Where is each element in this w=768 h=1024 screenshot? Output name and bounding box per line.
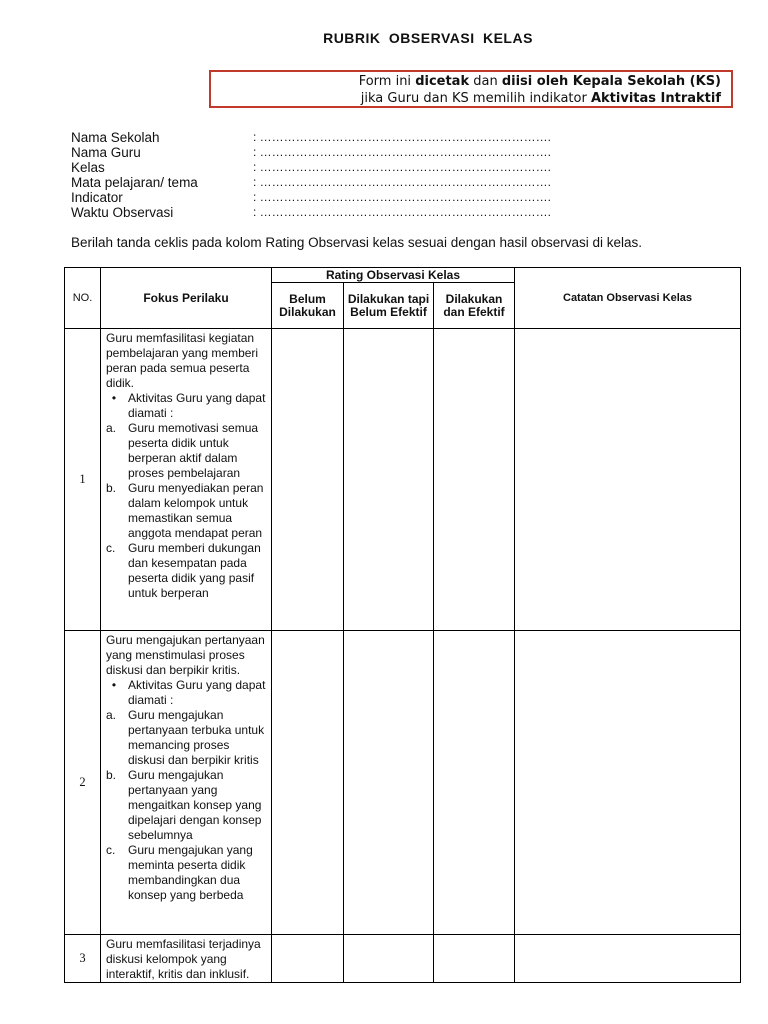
field-blank[interactable]: : ……………………………………………………………….: [253, 175, 552, 189]
list-item: [106, 768, 267, 843]
notice-text: jika Guru dan KS memilih indikator: [360, 91, 591, 106]
notice-line-1: [211, 73, 721, 90]
catatan-cell[interactable]: [515, 329, 741, 631]
list-item: [106, 843, 267, 903]
header-dilakukan-belum-efektif: Dilakukan tapi Belum Efektif: [344, 283, 434, 329]
identity-fields: [71, 130, 551, 220]
header-catatan: Catatan Observasi Kelas: [515, 268, 741, 329]
table-row: [65, 631, 741, 935]
list-item: [106, 421, 267, 481]
bullet-item: [106, 391, 267, 421]
rating-cell-dilakukan-efektif[interactable]: [434, 631, 515, 935]
field-blank[interactable]: : ……………………………………………………………….: [253, 145, 552, 159]
rating-cell-dilakukan-belum-efektif[interactable]: [344, 631, 434, 935]
observation-rubric-table: [64, 267, 741, 983]
item-text: Guru mengajukan pertanyaan yang mengaitkan konsep yang dipelajari dengan konsep sebelumnya: [128, 768, 262, 842]
item-text: Guru mengajukan pertanyaan terbuka untuk memancing proses diskusi dan berpikir kritis: [128, 708, 265, 767]
rating-cell-belum-dilakukan[interactable]: [272, 329, 344, 631]
item-marker: b.: [106, 768, 117, 782]
field-nama-sekolah: [71, 130, 551, 145]
item-text: Guru mengajukan yang meminta peserta didik membandingkan dua konsep yang berbeda: [128, 843, 253, 902]
list-item: [106, 481, 267, 541]
fokus-intro: Guru mengajukan pertanyaan yang menstimulasi proses diskusi dan berpikir kritis.: [106, 633, 265, 677]
bullet-text: Aktivitas Guru yang dapat diamati :: [128, 391, 266, 420]
field-label: Indicator: [71, 190, 123, 205]
item-text: Guru memberi dukungan dan kesempatan pada peserta didik yang pasif untuk berperan: [128, 541, 261, 600]
item-marker: c.: [106, 843, 116, 857]
field-blank[interactable]: : ……………………………………………………………….: [253, 160, 552, 174]
field-label: Kelas: [71, 160, 105, 175]
header-no: NO.: [65, 268, 101, 329]
list-item: [106, 708, 267, 768]
table-row: [65, 329, 741, 631]
item-marker: b.: [106, 481, 117, 495]
field-waktu-observasi: [71, 205, 551, 220]
instruction-text: Berilah tanda ceklis pada kolom Rating Observasi kelas sesuai dengan hasil observasi di kelas.: [71, 235, 643, 250]
rating-cell-dilakukan-efektif[interactable]: [434, 329, 515, 631]
rating-cell-dilakukan-efektif[interactable]: [434, 935, 515, 983]
field-label: Nama Sekolah: [71, 130, 160, 145]
fokus-intro: Guru memfasilitasi terjadinya diskusi kelompok yang interaktif, kritis dan inklusif.: [106, 937, 261, 981]
field-blank[interactable]: : ……………………………………………………………….: [253, 205, 552, 219]
row-number: 3: [65, 935, 101, 983]
header-belum-dilakukan: Belum Dilakukan: [272, 283, 344, 329]
item-text: Guru menyediakan peran dalam kelompok untuk memastikan semua anggota mendapat peran: [128, 481, 264, 540]
rating-cell-belum-dilakukan[interactable]: [272, 631, 344, 935]
field-blank[interactable]: : ……………………………………………………………….: [253, 130, 552, 144]
notice-emphasis: diisi oleh Kepala Sekolah (KS): [501, 74, 721, 89]
field-label: Mata pelajaran/ tema: [71, 175, 198, 190]
field-label: Waktu Observasi: [71, 205, 174, 220]
rating-cell-dilakukan-belum-efektif[interactable]: [344, 329, 434, 631]
notice-line-2: [211, 90, 721, 107]
bullet-text: Aktivitas Guru yang dapat diamati :: [128, 678, 266, 707]
field-label: Nama Guru: [71, 145, 141, 160]
item-marker: a.: [106, 708, 117, 722]
bullet-icon: •: [111, 391, 117, 405]
fokus-cell: [101, 935, 272, 983]
header-rating-group: Rating Observasi Kelas: [272, 268, 515, 283]
field-kelas: [71, 160, 551, 175]
catatan-cell[interactable]: [515, 631, 741, 935]
fokus-cell: [101, 631, 272, 935]
field-blank[interactable]: : ……………………………………………………………….: [253, 190, 552, 204]
header-fokus-perilaku: Fokus Perilaku: [101, 268, 272, 329]
form-notice-box: [209, 70, 733, 108]
field-indicator: [71, 190, 551, 205]
rating-cell-dilakukan-belum-efektif[interactable]: [344, 935, 434, 983]
fokus-cell: [101, 329, 272, 631]
field-nama-guru: [71, 145, 551, 160]
item-marker: c.: [106, 541, 116, 555]
field-mata-pelajaran: [71, 175, 551, 190]
notice-emphasis: Aktivitas Intraktif: [590, 91, 721, 106]
row-number: 2: [65, 631, 101, 935]
rating-cell-belum-dilakukan[interactable]: [272, 935, 344, 983]
fokus-intro: Guru memfasilitasi kegiatan pembelajaran yang memberi peran pada semua peserta didik.: [106, 331, 259, 390]
notice-emphasis: dicetak: [415, 74, 470, 89]
header-dilakukan-efektif: Dilakukan dan Efektif: [434, 283, 515, 329]
row-number: 1: [65, 329, 101, 631]
bullet-item: [106, 678, 267, 708]
item-marker: a.: [106, 421, 117, 435]
item-text: Guru memotivasi semua peserta didik untuk berperan aktif dalam proses pembelajaran: [128, 421, 259, 480]
table-row: [65, 935, 741, 983]
notice-text: dan: [469, 74, 502, 89]
page-title: RUBRIK OBSERVASI KELAS: [323, 30, 533, 46]
notice-text: Form ini: [358, 74, 416, 89]
list-item: [106, 541, 267, 601]
bullet-icon: •: [111, 678, 117, 692]
catatan-cell[interactable]: [515, 935, 741, 983]
